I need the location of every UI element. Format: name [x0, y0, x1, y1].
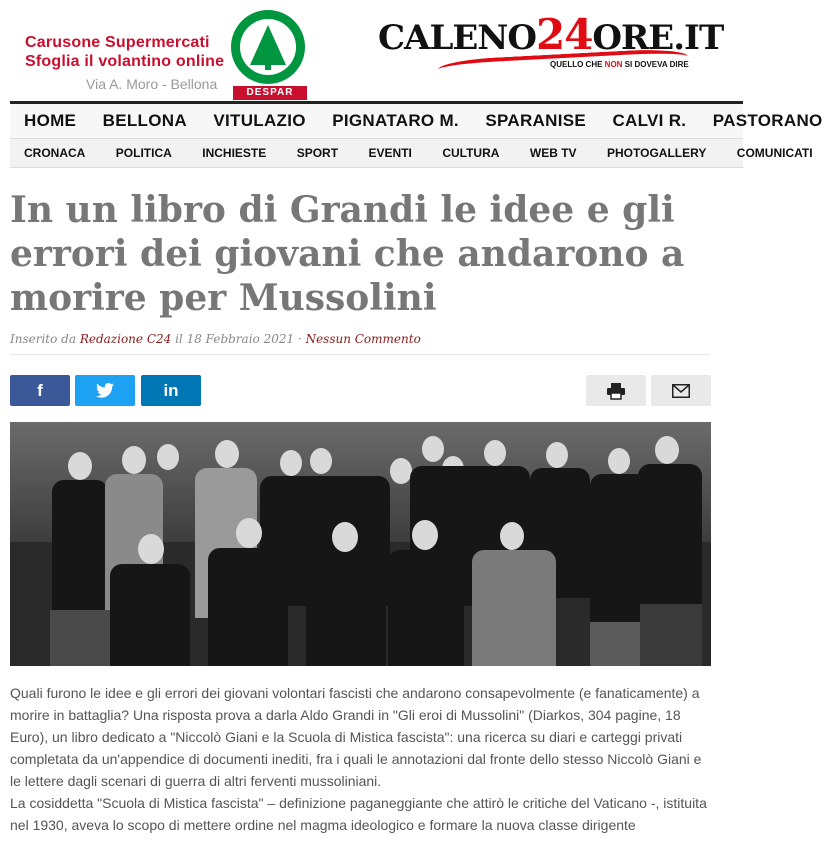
nav-item-home[interactable]: HOME — [24, 111, 77, 130]
mail-button[interactable] — [651, 375, 711, 406]
twitter-icon — [96, 383, 114, 398]
print-icon — [607, 383, 625, 399]
nav-item-vitulazio[interactable]: VITULAZIO — [213, 111, 306, 130]
paragraph: Quali furono le idee e gli errori dei giovani volontari fascisti che andarono consapevolmente (e fanaticamente) a morire in battaglia? Una risposta prova a darla Aldo Grandi in "Gli eroi di Mussolini" (Diarkos, 304 pagine, 18 Euro), un libro dedicato a "Niccolò Giani e la Scuola di Mistica fascista": una ricerca su diari e carteggi privati completata da un'appendice di documenti inediti, fra i quali le annotazioni dal fronte dello stesso Niccolò Giani e le lettere dagli scenari di guerra di altri ferventi mussoliniani. — [10, 685, 702, 789]
nav-item-photogallery[interactable]: PHOTOGALLERY — [607, 146, 707, 160]
nav-item-sport[interactable]: SPORT — [296, 146, 339, 160]
author-link[interactable]: Redazione C24 — [79, 332, 172, 346]
logo-part-2: 24 — [535, 10, 593, 59]
paragraph: La cosiddetta "Scuola di Mistica fascista" – definizione paganeggiante che attirò le critiche del Vaticano -, istituita nel 1930, aveva lo scopo di mettere ordine nel magma ideologico e formare la nuova classe dirigente — [10, 795, 707, 833]
nav-item-bellona[interactable]: BELLONA — [102, 111, 187, 130]
ad-address: Via A. Moro - Bellona — [86, 76, 218, 92]
article-body — [10, 682, 715, 836]
article-photo — [10, 422, 711, 666]
nav-item-cultura[interactable]: CULTURA — [442, 146, 500, 160]
secondary-nav — [10, 139, 813, 168]
print-button[interactable] — [586, 375, 646, 406]
logo-part-1: CALENO — [378, 18, 536, 58]
facebook-icon: f — [37, 381, 43, 400]
nav-item-cronaca[interactable]: CRONACA — [24, 146, 86, 160]
share-facebook-button[interactable] — [10, 375, 70, 406]
nav-item-eventi[interactable]: EVENTI — [368, 146, 412, 160]
logo-tagline: QUELLO CHE NON SI DOVEVA DIRE — [550, 60, 689, 69]
nav-item-webtv[interactable]: WEB TV — [529, 146, 577, 160]
share-twitter-button[interactable] — [75, 375, 135, 406]
nav-item-inchieste[interactable]: INCHIESTE — [202, 146, 267, 160]
primary-nav — [10, 101, 823, 139]
article-title: In un libro di Grandi le idee e gli errori dei giovani che andarono a morire per Mussolini — [10, 189, 685, 319]
share-linkedin-button[interactable] — [141, 375, 201, 406]
despar-logo — [231, 10, 309, 100]
article-meta: Inserito da Redazione C24 il 18 Febbraio 2021 · Nessun Commento — [10, 332, 421, 346]
tree-icon — [250, 25, 286, 65]
mail-icon — [672, 384, 690, 398]
nav-item-politica[interactable]: POLITICA — [115, 146, 172, 160]
page — [10, 0, 823, 833]
nav-item-calvi[interactable]: CALVI R. — [612, 111, 687, 130]
ad-line-1: Carusone Supermercati — [25, 34, 210, 51]
nav-item-pignataro[interactable]: PIGNATARO M. — [332, 111, 459, 130]
nav-item-sparanise[interactable]: SPARANISE — [485, 111, 587, 130]
nav-item-comunicati[interactable]: COMUNICATI — [736, 146, 813, 160]
logo-part-3: ORE.IT — [592, 18, 724, 58]
site-header — [10, 0, 743, 100]
linkedin-icon: in — [163, 381, 179, 400]
divider — [10, 354, 710, 355]
site-logo[interactable] — [378, 10, 724, 80]
nav-item-pastorano[interactable]: PASTORANO — [712, 111, 823, 130]
despar-label: DESPAR — [233, 86, 307, 100]
comments-link[interactable]: Nessun Commento — [305, 332, 421, 346]
ad-line-2: Sfoglia il volantino online — [25, 53, 225, 70]
supermarket-ad[interactable] — [10, 0, 310, 100]
